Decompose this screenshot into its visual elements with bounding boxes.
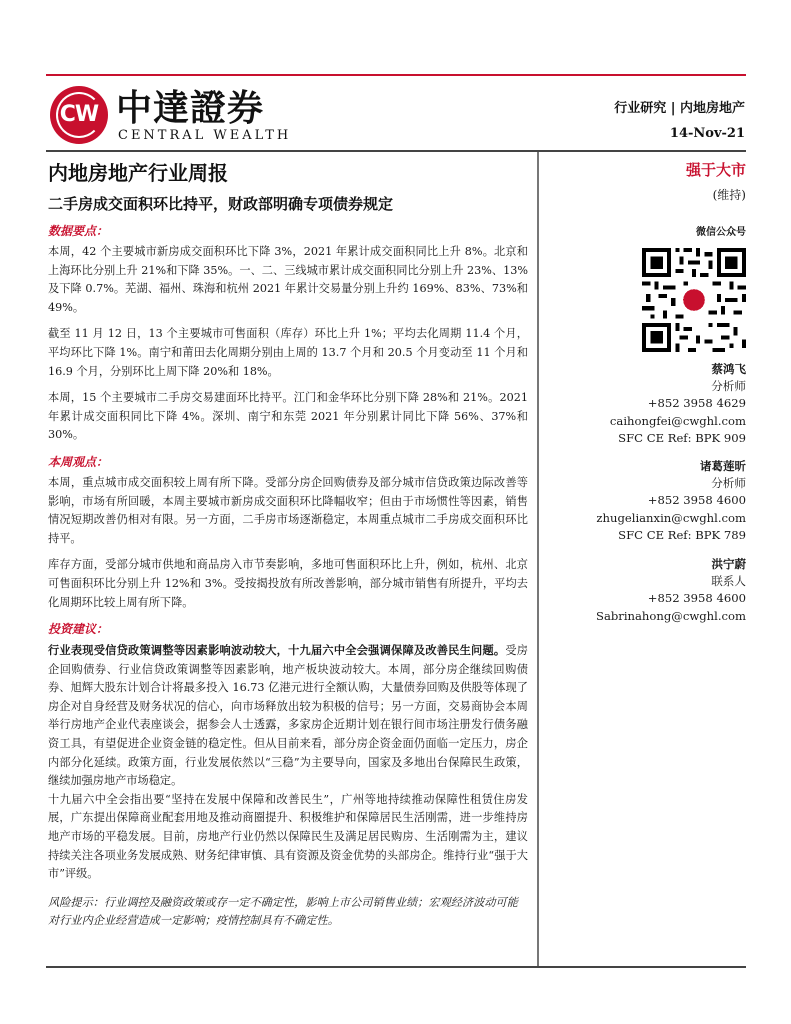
section-label-data: 数据要点：	[48, 224, 109, 238]
footer-divider	[46, 966, 746, 968]
logo-mark-text: CW	[59, 102, 99, 127]
view-paragraph: 库存方面，受部分城市供地和商品房入市节奏影响，多地可售面积环比上升，例如，杭州、北京可售面积环比分别上升 12%和 3%。受按揭投放有所改善影响，部分城市销售有所提升，平均去化周期环比较上周有所下降。	[48, 558, 528, 609]
report-category: 行业研究 | 内地房地产	[614, 101, 745, 116]
main-column	[48, 158, 528, 931]
contact-name: 洪宁蔚	[711, 557, 746, 571]
contact-email[interactable]: Sabrinahong@cwghl.com	[596, 608, 746, 623]
contact-phone: +852 3958 4600	[647, 591, 746, 606]
cw-logo-mark	[50, 86, 108, 144]
analyst-name: 蔡鸿飞	[711, 362, 746, 376]
report-subtitle: 二手房成交面积环比持平，财政部明确专项债券规定	[48, 195, 394, 213]
industry-rating: 强于大市	[685, 161, 746, 179]
company-logo	[50, 86, 310, 146]
view-paragraph: 本周，重点城市成交面积较上周有所下降。受部分房企回购债券及部分城市信贷政策边际改善等影响，市场有所回暖，本周主要城市新房成交面积环比降幅收窄；但由于市场惯性等因素，销售情况短期改善仍相对有限。另一方面，二手房市场逐渐稳定，本周重点城市二手房成交面积环比持平。	[48, 475, 528, 545]
sidebar	[548, 158, 746, 623]
contact-card	[548, 556, 746, 625]
analyst-sfc-ref: SFC CE Ref: BPK 909	[618, 430, 746, 445]
analyst-card	[548, 458, 746, 544]
analyst-phone: +852 3958 4600	[647, 493, 746, 508]
header-divider	[46, 150, 746, 152]
analyst-email[interactable]: zhugelianxin@cwghl.com	[596, 510, 746, 525]
rating-note: (维持)	[712, 188, 746, 202]
data-paragraph: 本周，42 个主要城市新房成交面积环比下降 3%，2021 年累计成交面积同比上升 8%。北京和上海环比分别上升 21%和下降 35%。一、二、三线城市累计成交面积同比分别上升 23%、13%及下降 0.7%。芜湖、福州、珠海和杭州 2021 年累计交易量分别上升约 169%、83%、73%和 49%。	[48, 245, 528, 314]
section-label-invest: 投资建议：	[48, 622, 109, 637]
invest-paragraph-2: 十九届六中全会指出要“坚持在发展中保障和改善民生”，广州等地持续推动保障性租赁住房发展，广东提出保障商业配套用地及推动商圈提升、积极维护和保障居民生活刚需，进一步维持房地产市场的平稳发展。目前，房地产行业仍然以保障民生及满足居民购房、生活刚需为主，建议持续关注各项业务发展成熟、财务纪律审慎、具有资源及资金优势的头部房企。维持行业“强于大市”评级。	[48, 792, 528, 881]
contact-role: 联系人	[711, 574, 746, 589]
invest-paragraph	[48, 641, 528, 791]
invest-lead: 行业表现受信贷政策调整等因素影响波动较大，十九届六中全会强调保障及改善民生问题。	[48, 643, 506, 658]
invest-body: 受房企回购债券、行业信贷政策调整等因素影响，地产板块波动较大。本周，部分房企继续回购债券、旭辉大股东计划合计将最多投入 16.73 亿港元进行全额认购，大量债券回购及供股等体现了房企对自身经营及财务状况的信心，向市场释放出较为积极的信号；另一方面，交易商协会本周举行房地产企业代表座谈会，据参会人士透露，多家房企近期计划在银行间市场注册发行债务融资工具，有望促进企业资金链的稳定性。但从目前来看，部分房企资金面仍面临一定压力，房企内部分化延续。政策方面，行业发展依然以“三稳”为主要导向，国家及多地出台保障民生政策，继续加强房地产市场稳定。	[48, 644, 528, 788]
logo-chinese-name: 中達證券	[116, 87, 265, 129]
analyst-card	[548, 361, 746, 447]
analyst-name: 诸葛莲昕	[700, 459, 746, 473]
data-paragraph: 本周，15 个主要城市二手房交易建面环比持平。江门和金华环比分别下降 28%和 21%。2021 年累计成交面积同比下降 4%。深圳、南宁和东莞 2021 年分别累计同比下降 56%、37%和 30%。	[48, 391, 528, 442]
data-paragraph: 截至 11 月 12 日，13 个主要城市可售面积（库存）环比上升 1%；平均去化周期 11.4 个月，平均环比下降 1%。南宁和莆田去化周期分别由上周的 13.7 个月和 20.5 个月变动至 11 个月和 16.9 个月，分别环比上周下降 20%和 18%。	[48, 327, 528, 378]
logo-english-name: CENTRAL WEALTH	[118, 128, 292, 143]
section-label-view: 本周观点：	[48, 454, 109, 469]
wechat-qr-code[interactable]	[642, 248, 746, 352]
analyst-sfc-ref: SFC CE Ref: BPK 789	[618, 527, 746, 542]
analyst-email[interactable]: caihongfei@cwghl.com	[609, 413, 746, 428]
analyst-phone: +852 3958 4629	[647, 396, 746, 411]
column-divider	[537, 152, 539, 967]
wechat-label: 微信公众号	[696, 227, 746, 238]
top-red-rule	[46, 74, 746, 76]
report-date: 14-Nov-21	[669, 126, 745, 141]
analyst-role: 分析师	[711, 476, 746, 491]
report-title: 内地房地产行业周报	[48, 161, 228, 185]
analyst-role: 分析师	[711, 379, 746, 394]
qr-code-icon	[642, 248, 746, 352]
risk-warning: 风险提示：行业调控及融资政策或存一定不确定性，影响上市公司销售业绩；宏观经济波动可能对行业内企业经营造成一定影响；疫情控制具有不确定性。	[48, 895, 518, 928]
